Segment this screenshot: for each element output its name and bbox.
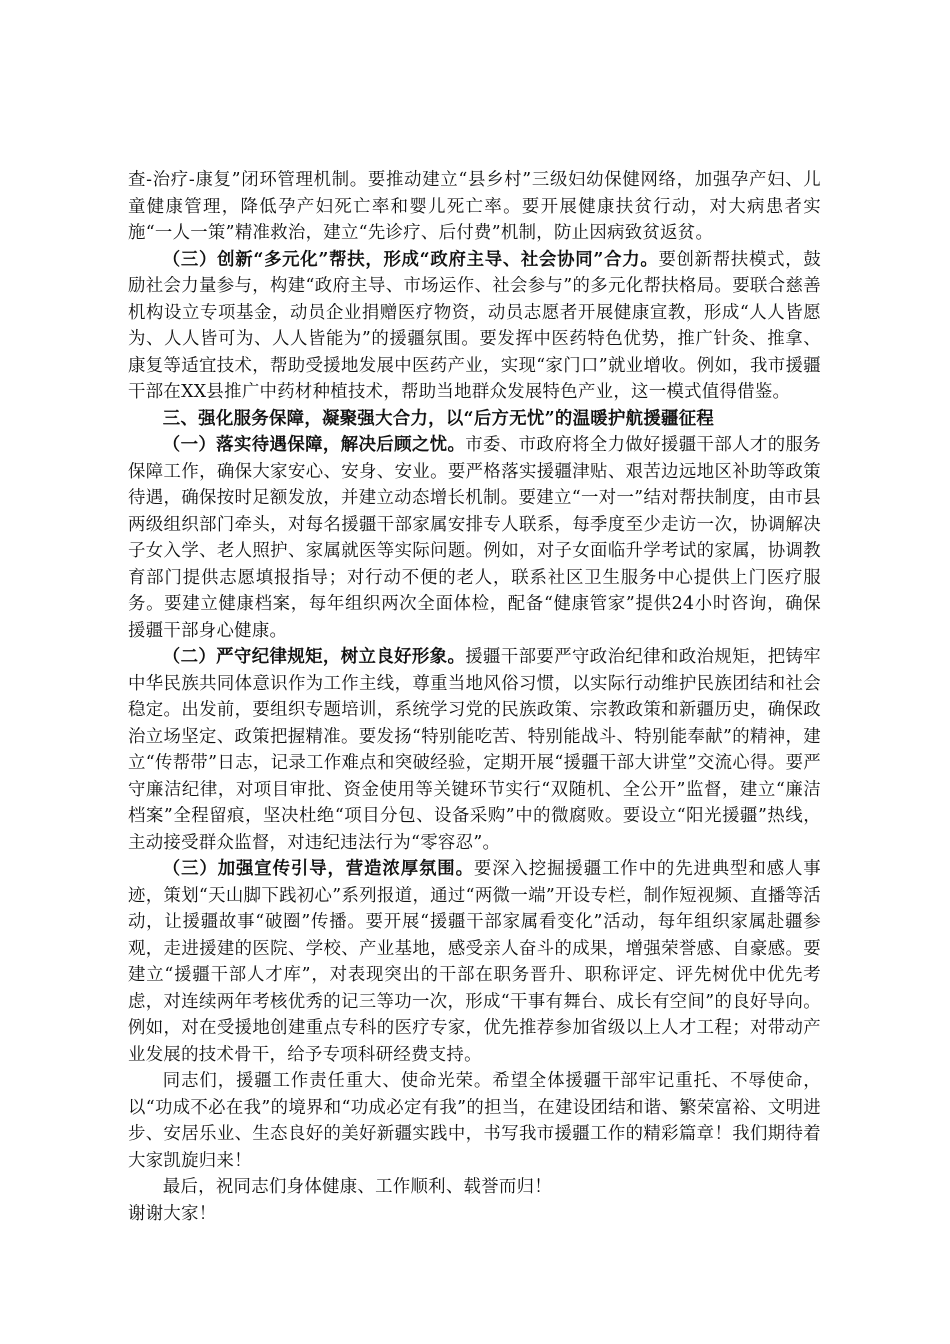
document-page <box>128 167 821 1227</box>
paragraph-body: 要深入挖掘援疆工作中的先进典型和感人事迹，策划“天山脚下践初心”系列报道，通过“两微一端”开设专栏，制作短视频、直播等活动，让援疆故事“破圈”传播。要开展“援疆干部家属看变化”活动，每年组织家属赴疆参观，走进援建的医院、学校、产业基地，感受亲人奋斗的成果，增强荣誉感、自豪感。要建立“援疆干部人才库”，对表现突出的干部在职务晋升、职称评定、评先树优中优先考虑，对连续两年考核优秀的记三等功一次，形成“干事有舞台、成长有空间”的良好导向。例如，对在受援地创建重点专科的医疗专家，优先推荐参加省级以上人才工程；对带动产业发展的技术骨干，给予专项科研经费支持。 <box>128 859 821 1065</box>
paragraph-lead: （三）创新“多元化”帮扶，形成“政府主导、社会协同”合力。 <box>162 249 659 270</box>
paragraph-body: 援疆干部要严守政治纪律和政治规矩，把铸牢中华民族共同体意识作为工作主线，尊重当地风俗习惯，以实际行动维护民族团结和社会稳定。出发前，要组织专题培训，系统学习党的民族政策、宗教政策和新疆历史，确保政治立场坚定、政策把握精准。要发扬“特别能吃苦、特别能战斗、特别能奉献”的精神，建立“传帮带”日志，记录工作难点和突破经验，定期开展“援疆干部大讲堂”交流心得。要严守廉洁纪律，对项目审批、资金使用等关键环节实行“双随机、全公开”监督，建立“廉洁档案”全程留痕，坚决杜绝“项目分包、设备采购”中的微腐败。要设立“阳光援疆”热线，主动接受群众监督，对违纪违法行为“零容忍”。 <box>128 647 821 853</box>
paragraph-body: 市委、市政府将全力做好援疆干部人才的服务保障工作，确保大家安心、安身、安业。要严格落实援疆津贴、艰苦边远地区补助等政策待遇，确保按时足额发放，并建立动态增长机制。要建立“一对一”结对帮扶制度，由市县两级组织部门牵头，对每名援疆干部家属安排专人联系，每季度至少走访一次，协调解决子女入学、老人照护、家属就医等实际问题。例如，对子女面临升学考试的家属，协调教育部门提供志愿填报指导；对行动不便的老人，联系社区卫生服务中心提供上门医疗服务。要建立健康档案，每年组织两次全面体检，配备“健康管家”提供24小时咨询，确保援疆干部身心健康。 <box>128 435 821 641</box>
paragraph-section-3-2 <box>128 644 821 856</box>
paragraph-lead: （二）严守纪律规矩，树立良好形象。 <box>162 647 466 667</box>
paragraph-wishes: 最后，祝同志们身体健康、工作顺利、载誉而归！ <box>162 1177 552 1197</box>
paragraph-section-3-1 <box>128 432 821 644</box>
section-heading-3: 三、强化服务保障，凝聚强大合力，以“后方无忧”的温暖护航援疆征程 <box>162 408 715 429</box>
paragraph-lead: （三）加强宣传引导，营造浓厚氛围。 <box>162 859 474 879</box>
paragraph-lead: （一）落实待遇保障，解决后顾之忧。 <box>162 435 466 455</box>
paragraph-continuation: 查-治疗-康复”闭环管理机制。要推动建立“县乡村”三级妇幼保健网络，加强孕产妇、儿童健康管理，降低孕产妇死亡率和婴儿死亡率。要开展健康扶贫行动，对大病患者实施“一人一策”精准救治，建立“先诊疗、后付费”机制，防止因病致贫返贫。 <box>128 170 821 243</box>
paragraph-body: 要创新帮扶模式，鼓励社会力量参与，构建“政府主导、市场运作、社会参与”的多元化帮扶格局。要联合慈善机构设立专项基金，动员企业捐赠医疗物资，动员志愿者开展健康宣教，形成“人人皆愿为、人人皆可为、人人皆能为”的援疆氛围。要发挥中医药特色优势，推广针灸、推拿、康复等适宜技术，帮助受援地发展中医药产业，实现“家门口”就业增收。例如，我市援疆干部在XX县推广中药材种植技术，帮助当地群众发展特色产业，这一模式值得借鉴。 <box>128 249 822 402</box>
paragraph-closing: 同志们，援疆工作责任重大、使命光荣。希望全体援疆干部牢记重托、不辱使命，以“功成不必在我”的境界和“功成必定有我”的担当，在建设团结和谐、繁荣富裕、文明进步、安居乐业、生态良好的美好新疆实践中，书写我市援疆工作的精彩篇章！我们期待着大家凯旋归来！ <box>128 1071 821 1171</box>
paragraph-section-3-3 <box>128 856 821 1068</box>
paragraph-section-2-3 <box>128 247 821 406</box>
paragraph-thanks: 谢谢大家！ <box>128 1203 217 1224</box>
